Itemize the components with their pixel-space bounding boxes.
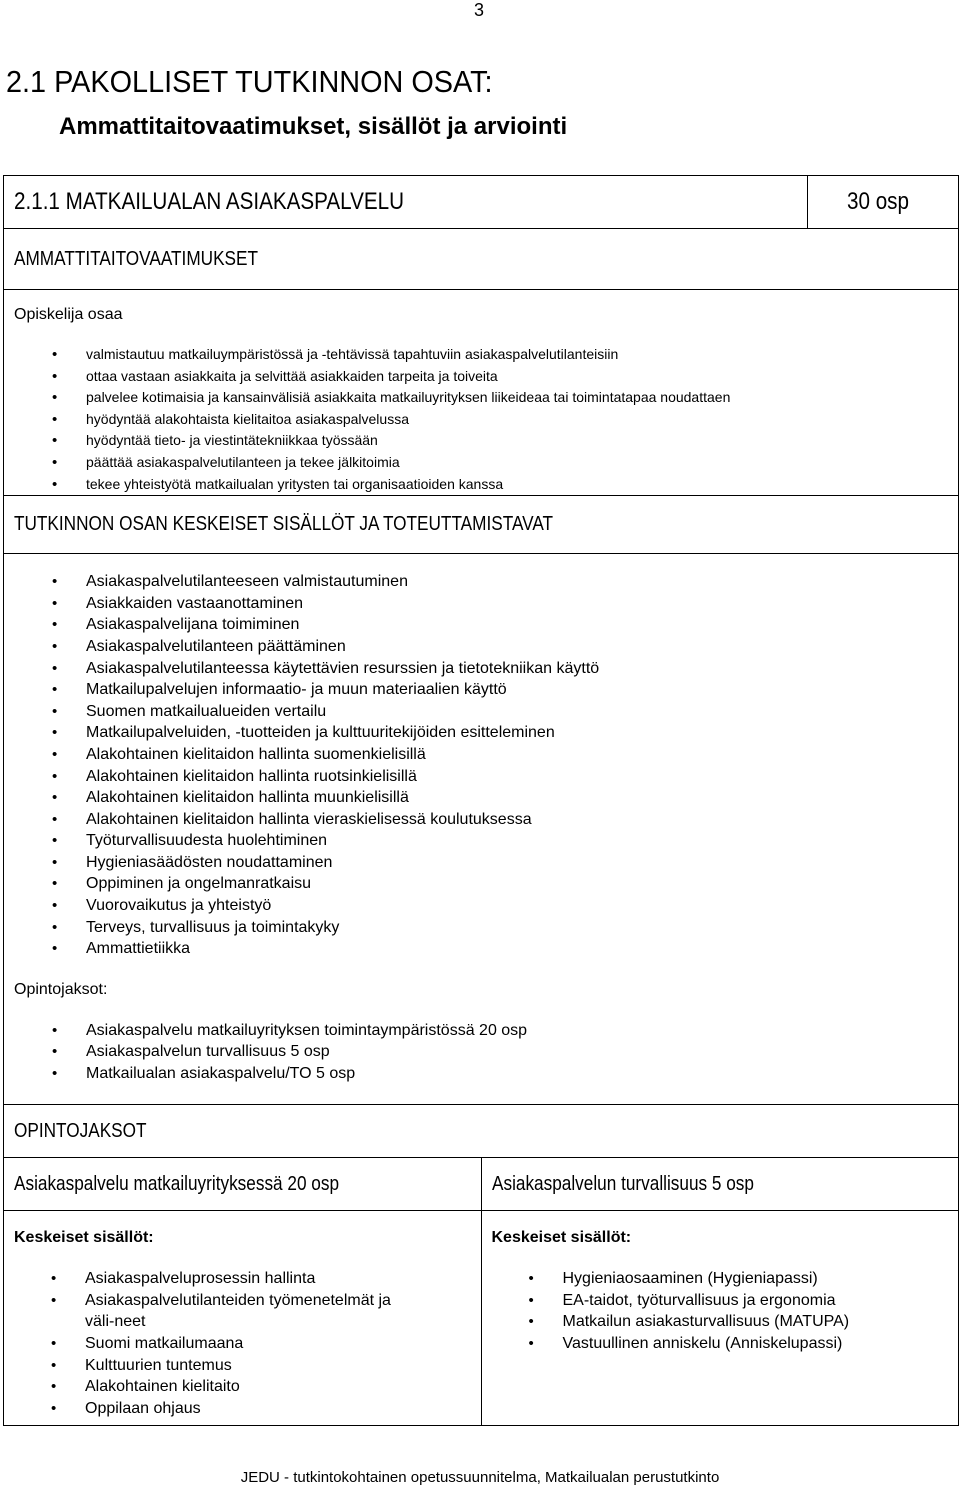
list-item: • Vuorovaikutus ja yhteistyö	[14, 895, 948, 917]
left-course-list	[14, 1268, 409, 1419]
list-item: • Asiakaspalveluprosessin hallinta	[14, 1268, 409, 1290]
contents-row	[4, 554, 959, 1105]
list-item: • Ammattietiikka	[14, 938, 948, 960]
courses-list	[14, 1020, 948, 1085]
courses-detail-cell	[4, 1158, 959, 1426]
requirements-intro: Opiskelija osaa	[14, 306, 123, 323]
list-item: • Alakohtainen kielitaidon hallinta suomenkielisillä	[14, 744, 948, 766]
list-item: • Asiakaspalvelu matkailuyrityksen toimintaympäristössä 20 osp	[14, 1020, 948, 1042]
requirements-heading-cell	[4, 229, 959, 290]
list-item: • Vastuullinen anniskelu (Anniskelupassi)	[492, 1333, 949, 1355]
list-item: • Terveys, turvallisuus ja toimintakyky	[14, 917, 948, 939]
list-item: • Matkailupalveluiden, -tuotteiden ja kulttuuritekijöiden esitteleminen	[14, 722, 948, 744]
requirements-list	[14, 344, 948, 495]
requirements-row	[4, 290, 959, 496]
list-item: • Työturvallisuudesta huolehtiminen	[14, 830, 948, 852]
list-item: • EA-taidot, työturvallisuus ja ergonomia	[492, 1290, 949, 1312]
list-item: • Oppiminen ja ongelmanratkaisu	[14, 873, 948, 895]
left-course-title: Asiakaspalvelu matkailuyrityksessä 20 osp	[14, 1172, 340, 1195]
contents-heading-cell	[4, 496, 959, 554]
list-item: • Alakohtainen kielitaito	[14, 1376, 409, 1398]
list-item: • Matkailualan asiakaspalvelu/TO 5 osp	[14, 1063, 948, 1085]
module-credits-cell	[808, 176, 959, 229]
list-item: • Hygieniasäädösten noudattaminen	[14, 852, 948, 874]
right-course-title-cell	[481, 1158, 958, 1211]
list-item: • tekee yhteistyötä matkailualan yritysten tai organisaatioiden kanssa	[14, 474, 948, 496]
module-title-cell	[4, 176, 808, 229]
list-item: • Asiakaspalvelun turvallisuus 5 osp	[14, 1041, 948, 1063]
list-item: • Asiakaspalvelijana toimiminen	[14, 614, 948, 636]
page-footer: JEDU - tutkintokohtainen opetussuunnitelma, Matkailualan perustutkinto	[240, 1469, 720, 1486]
list-item: • valmistautuu matkailuympäristössä ja -tehtävissä tapahtuviin asiakaspalvelutilanteisiin	[14, 344, 948, 366]
list-item: • Asiakaspalvelutilanteessa käytettävien resurssien ja tietotekniikan käyttö	[14, 658, 948, 680]
left-course-title-cell	[4, 1158, 481, 1211]
list-item: • päättää asiakaspalvelutilanteen ja tekee jälkitoimia	[14, 452, 948, 474]
list-item: • ottaa vastaan asiakkaita ja selvittää asiakkaiden tarpeita ja toiveita	[14, 366, 948, 388]
courses-detail-table	[4, 1158, 958, 1425]
list-item: • palvelee kotimaisia ja kansainvälisiä asiakkaita matkailuyrityksen liikeideaa tai toimintatapaa noudattaen	[14, 387, 948, 409]
list-item: • Alakohtainen kielitaidon hallinta vieraskielisessä koulutuksessa	[14, 809, 948, 831]
contents-list	[14, 571, 948, 960]
courses-label: Opintojaksot:	[14, 980, 108, 998]
list-item: • hyödyntää tieto- ja viestintätekniikkaa työssään	[14, 430, 948, 452]
list-item: • Asiakaspalvelutilanteeseen valmistautuminen	[14, 571, 948, 593]
courses-heading-cell	[4, 1105, 959, 1158]
contents-heading-row	[4, 496, 959, 554]
list-item: • hyödyntää alakohtaista kielitaitoa asiakaspalvelussa	[14, 409, 948, 431]
courses-heading-row	[4, 1105, 959, 1158]
module-table	[3, 175, 959, 1426]
list-item: • Hygieniaosaaminen (Hygieniapassi)	[492, 1268, 949, 1290]
list-item: • Kulttuurien tuntemus	[14, 1355, 409, 1377]
requirements-heading: AMMATTITAITOVAATIMUKSET	[14, 247, 258, 270]
contents-heading: TUTKINNON OSAN KESKEISET SISÄLLÖT JA TOTEUTTAMISTAVAT	[14, 513, 554, 536]
list-item: • Asiakaspalvelutilanteen päättäminen	[14, 636, 948, 658]
list-item: • Matkailun asiakasturvallisuus (MATUPA)	[492, 1311, 949, 1333]
list-item: • Suomi matkailumaana	[14, 1333, 409, 1355]
requirements-heading-row	[4, 229, 959, 290]
list-item: • Alakohtainen kielitaidon hallinta muunkielisillä	[14, 787, 948, 809]
module-credits: 30 osp	[846, 188, 909, 215]
page-title: 2.1 PAKOLLISET TUTKINNON OSAT:	[6, 64, 493, 99]
page-subtitle: Ammattitaitovaatimukset, sisällöt ja arviointi	[59, 113, 568, 140]
list-item: • Alakohtainen kielitaidon hallinta ruotsinkielisillä	[14, 766, 948, 788]
courses-heading: OPINTOJAKSOT	[14, 1119, 147, 1142]
list-item: • Matkailupalvelujen informaatio- ja muun materiaalien käyttö	[14, 679, 948, 701]
right-course-label: Keskeiset sisällöt:	[491, 1229, 632, 1247]
right-course-title: Asiakaspalvelun turvallisuus 5 osp	[491, 1172, 754, 1195]
list-item: • Oppilaan ohjaus	[14, 1398, 409, 1420]
list-item: • Asiakkaiden vastaanottaminen	[14, 593, 948, 615]
contents-cell	[4, 554, 959, 1105]
right-course-list	[492, 1268, 949, 1354]
right-course-content-cell	[481, 1211, 958, 1426]
left-course-label: Keskeiset sisällöt:	[14, 1229, 154, 1247]
page-number: 3	[474, 0, 485, 20]
courses-detail-row	[4, 1158, 959, 1426]
module-header-row	[4, 176, 959, 229]
requirements-cell	[4, 290, 959, 496]
list-item: • Suomen matkailualueiden vertailu	[14, 701, 948, 723]
left-course-content-cell	[4, 1211, 481, 1426]
module-title: 2.1.1 MATKAILUALAN ASIAKASPALVELU	[14, 188, 405, 215]
list-item: • Asiakaspalvelutilanteiden työmenetelmät ja väli-neet	[14, 1290, 409, 1333]
